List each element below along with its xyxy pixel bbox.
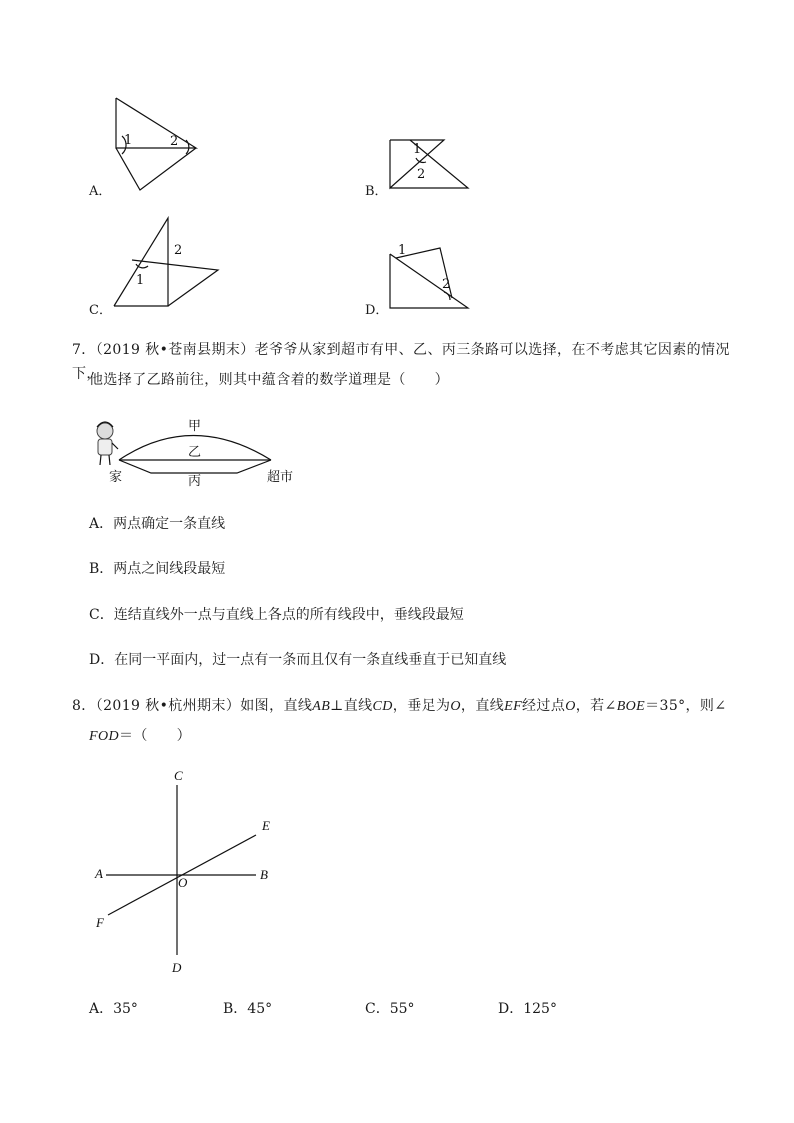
- fig-a-angle-1: 1: [124, 133, 133, 148]
- fig-b-triangle-2: [390, 140, 468, 188]
- q8-stem: [72, 694, 752, 719]
- q8-stem-part: ＝35°，则∠: [645, 698, 727, 714]
- q7-stem-line1: 老爷爷从家到超市有甲、乙、丙三条路可以选择，在不考虑其它因素的情况下，: [72, 342, 730, 382]
- q6-figure-b: [380, 132, 480, 194]
- fig-d-angle-arc: [444, 292, 450, 300]
- q8-angle-fod: FOD: [89, 729, 119, 744]
- fig-d-angle-2: 2: [442, 277, 451, 292]
- q8-stem-part: ⊥直线: [330, 698, 373, 714]
- label-f: F: [96, 915, 104, 930]
- q8-stem-line2: [89, 724, 191, 749]
- home-label: 家: [109, 470, 123, 485]
- supermarket-label: 超市: [267, 470, 294, 485]
- q8-stem-part: 经过点: [522, 698, 566, 714]
- label-b: B: [260, 867, 268, 882]
- q6-figure-d: [380, 240, 480, 312]
- q8-point-o: O: [450, 699, 461, 714]
- q8-geometry-figure: [90, 765, 290, 980]
- fig-a-angle-2: 2: [170, 134, 179, 149]
- label-o: O: [178, 875, 188, 890]
- q8-line-cd: CD: [372, 699, 393, 714]
- fig-b-angle-1: 1: [413, 142, 422, 157]
- road-yi-label: 乙: [188, 445, 202, 460]
- old-man-icon: [97, 422, 118, 465]
- q8-stem-part: ，若∠: [575, 698, 617, 714]
- label-a: A: [95, 866, 103, 881]
- road-bing-label: 丙: [188, 474, 202, 489]
- q8-stem-part: ＝（ ）: [118, 728, 191, 744]
- fig-d-angle-1: 1: [398, 243, 407, 258]
- fig-c-triangle-1: [114, 218, 168, 306]
- fig-c-angle-1: 1: [136, 273, 145, 288]
- fig-c-triangle-2: [132, 260, 218, 306]
- q8-line-ab: AB: [312, 699, 331, 714]
- q8-line-ef: EF: [504, 699, 523, 714]
- q8-point-o: O: [565, 699, 576, 714]
- q8-angle-boe: BOE: [616, 699, 646, 714]
- q8-option-a[interactable]: A．35°: [89, 1001, 138, 1017]
- q7-option-d[interactable]: D．在同一平面内，过一点有一条而且仅有一条直线垂直于已知直线: [89, 652, 507, 668]
- q8-stem-part: ，垂足为: [392, 698, 451, 714]
- q6-option-c-label[interactable]: C．: [89, 303, 112, 318]
- q8-option-b[interactable]: B．45°: [223, 1001, 273, 1017]
- road-bing: [119, 460, 271, 473]
- label-c: C: [174, 768, 183, 783]
- q8-option-d[interactable]: D．125°: [498, 1001, 557, 1017]
- q6-option-a-label[interactable]: A．: [89, 184, 112, 199]
- q8-option-c[interactable]: C．55°: [365, 1001, 415, 1017]
- q7-stem-line2: 他选择了乙路前往，则其中蕴含着的数学道理是（ ）: [89, 372, 449, 388]
- q7-option-b[interactable]: B．两点之间线段最短: [89, 561, 226, 577]
- q8-stem-part: 如图，直线: [240, 698, 313, 714]
- label-d: D: [172, 960, 182, 975]
- q8-number: 8．: [72, 698, 96, 714]
- q7-route-figure: [85, 413, 315, 491]
- fig-a-triangle-2: [116, 148, 196, 190]
- q8-stem-part: ，直线: [460, 698, 505, 714]
- label-e: E: [262, 818, 270, 833]
- q7-option-c[interactable]: C．连结直线外一点与直线上各点的所有线段中，垂线段最短: [89, 607, 464, 623]
- q6-figure-c: [110, 212, 225, 312]
- fig-b-angle-2: 2: [417, 167, 426, 182]
- q6-option-b-label[interactable]: B．: [365, 184, 388, 199]
- q7-source: （2019 秋•苍南县期末）: [95, 342, 255, 358]
- q6-option-d-label[interactable]: D．: [365, 303, 389, 318]
- q7-option-a[interactable]: A．两点确定一条直线: [89, 516, 226, 532]
- fig-d-triangle-1: [390, 254, 468, 308]
- q7-number: 7．: [72, 342, 96, 358]
- fig-c-angle-2: 2: [174, 243, 183, 258]
- q8-source: （2019 秋•杭州期末）: [95, 698, 241, 714]
- road-jia-label: 甲: [188, 419, 202, 434]
